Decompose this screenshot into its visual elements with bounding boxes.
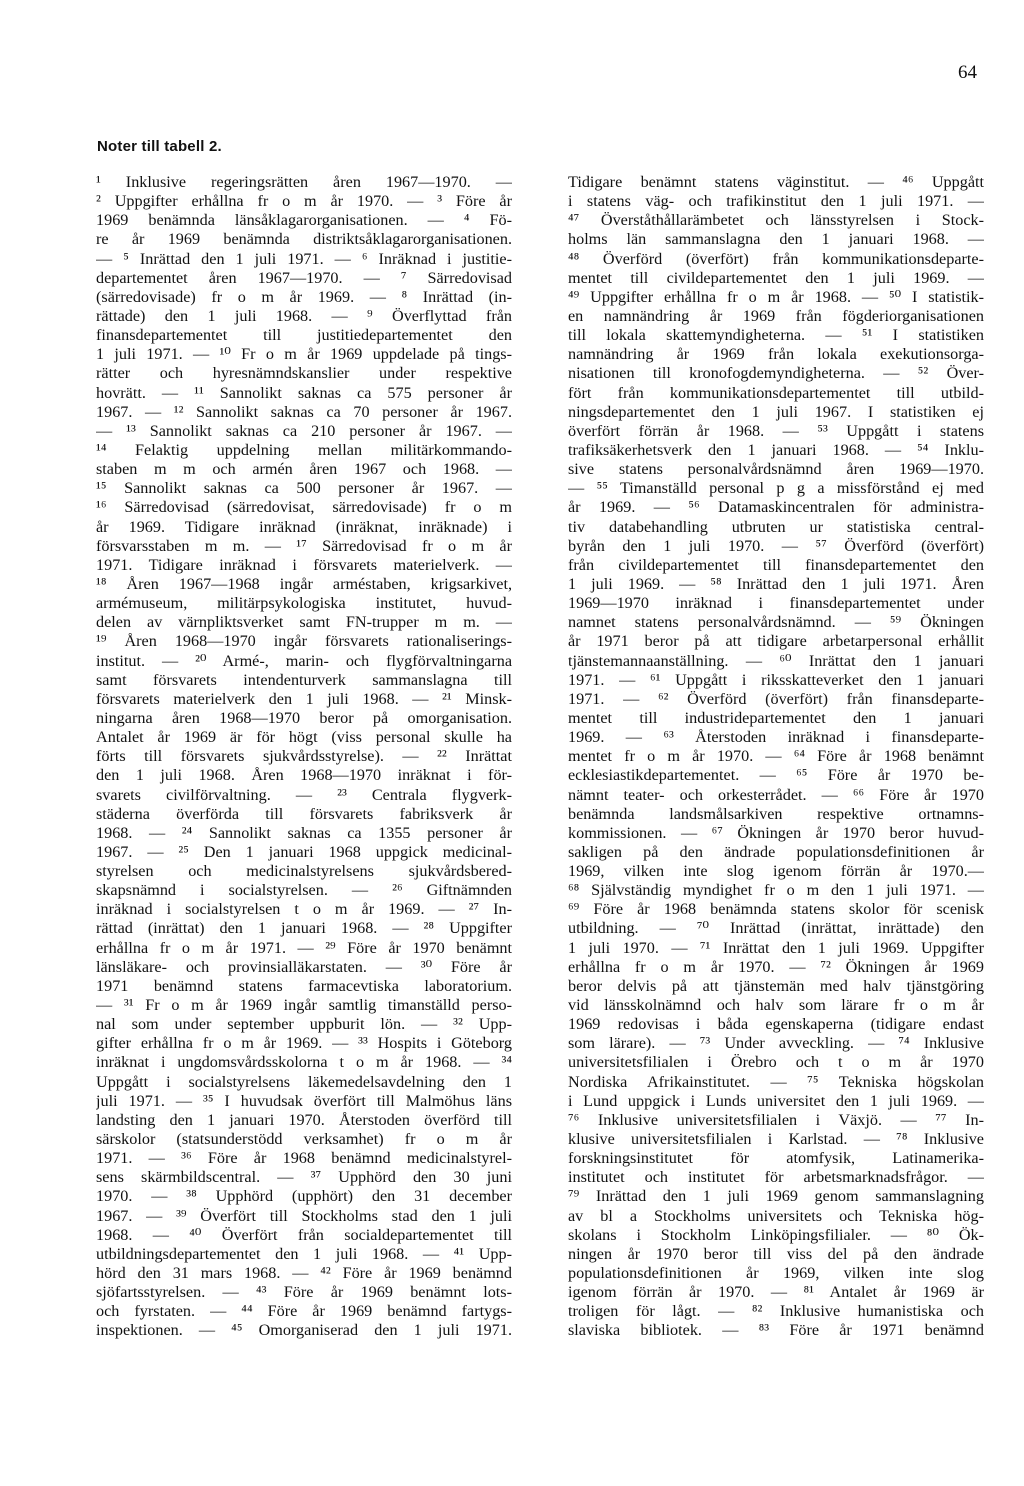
note-line: 1 juli 1971. — ¹⁰ Fr o m år 1969 uppdelade på tings- [96, 345, 512, 364]
note-line: Tidigare benämnt statens väginstitut. — ⁴⁶ Uppgått [568, 173, 984, 191]
note-line: inspektionen. — ⁴⁵ Omorganiserad den 1 juli 1971. [96, 1321, 512, 1340]
note-line: Uppgått i socialstyrelsens läkemedelsavdelning den 1 [96, 1072, 512, 1091]
note-line: samt försvarets intendenturverk sammanslagna till [96, 670, 512, 689]
note-line: rätter och hyresnämndskanslier under respektive [96, 364, 512, 383]
note-line: erhållna fr o m år 1970. — ⁷² Ökningen år 1969 [568, 957, 984, 976]
note-line: beror delvis på att tjänstemän med halv tjänstgöring [568, 976, 984, 995]
note-line: Nordiska Afrikainstitutet. — ⁷⁵ Tekniska högskolan [568, 1072, 984, 1091]
note-line: ⁴⁷ Överståthållarämbetet och länsstyrelsen i Stock- [568, 211, 984, 230]
note-line: nal som under september uppburit lön. — ³² Upp- [96, 1015, 512, 1034]
note-line: inräknad i socialstyrelsen t o m år 1969. — ²⁷ In- [96, 900, 512, 919]
note-line: styrelsen och medicinalstyrelsens sjukvårdsbered- [96, 862, 512, 881]
note-line: fört från kommunikationsdepartementet till utbild- [568, 383, 984, 402]
note-line: 1968. — ⁴⁰ Överfört från socialdepartementet till [96, 1225, 512, 1244]
note-line: gifter erhållna fr o m år 1969. — ³³ Hospits i Göteborg [96, 1034, 512, 1053]
notes-heading: Noter till tabell 2. [97, 138, 222, 155]
note-line: nämnt teater- och orkesterrådet. — ⁶⁶ Före år 1970 [568, 785, 984, 804]
note-line: skapsnämnd i socialstyrelsen. — ²⁶ Giftnämnden [96, 881, 512, 900]
page-number: 64 [958, 62, 977, 83]
note-line: armémuseum, militärpsykologiska institutet, huvud- [96, 594, 512, 613]
note-line: 1971. Tidigare inräknad i försvarets materielverk. — [96, 555, 512, 574]
note-line: rättade) den 1 juli 1968. — ⁹ Överflyttad från [96, 306, 512, 325]
note-line: 1971. — ³⁶ Före år 1968 benämnd medicinalstyrel- [96, 1149, 512, 1168]
note-line: ¹⁹ Åren 1968—1970 ingår försvarets rationaliserings- [96, 632, 512, 651]
note-line: hörd den 31 mars 1968. — ⁴² Före år 1969 benämnd [96, 1264, 512, 1283]
note-line: igenom förrän år 1970. — ⁸¹ Antalet år 1969 är [568, 1283, 984, 1302]
note-line: mentet till industridepartementet den 1 januari [568, 708, 984, 727]
note-line: länsläkare- och provinsialläkarstaten. — ³⁰ Före år [96, 957, 512, 976]
note-line: sive statens personalvårdsnämnd åren 1969—1970. [568, 460, 984, 479]
note-line: troligen för lågt. — ⁸² Inklusive humanistiska och [568, 1302, 984, 1321]
note-line: i statens väg- och trafikinstitut den 1 juli 1971. — [568, 192, 984, 211]
note-line: 1967. — ³⁹ Överfört till Stockholms stad den 1 juli [96, 1206, 512, 1225]
note-line: slaviska bibliotek. — ⁸³ Före år 1971 benämnd [568, 1321, 984, 1340]
note-line: namnändring år 1969 från lokala exekutionsorga- [568, 345, 984, 364]
note-line: universitetsfilialen i Örebro och t o m år 1970 [568, 1053, 984, 1072]
note-line: institutet och institutet för arbetsmarknadsfrågor. — [568, 1168, 984, 1187]
note-line: ⁴⁹ Uppgifter erhållna fr o m år 1968. — ⁵⁰ I statistik- [568, 287, 984, 306]
note-line: ⁴⁸ Överförd (överfört) från kommunikationsdeparte- [568, 249, 984, 268]
note-line: 1967. — ²⁵ Den 1 januari 1968 uppgick medicinal- [96, 842, 512, 861]
note-line: staben m m och armén åren 1967 och 1968. — [96, 460, 512, 479]
note-line: finansdepartementet till justitiedepartementet den [96, 326, 512, 345]
note-line: kommissionen. — ⁶⁷ Ökningen år 1970 beror huvud- [568, 823, 984, 842]
note-line: ¹⁴ Felaktig uppdelning mellan militärkommando- [96, 440, 512, 459]
note-line: mentet fr o m år 1970. — ⁶⁴ Före år 1968 benämnt [568, 747, 984, 766]
note-line: i Lund uppgick i Lunds universitet den 1 juli 1969. — [568, 1091, 984, 1110]
note-line: 1 juli 1969. — ⁵⁸ Inrättad den 1 juli 1971. Åren [568, 574, 984, 593]
note-line: departementet åren 1967—1970. — ⁷ Särredovisad [96, 268, 512, 287]
note-line: utbildning. — ⁷⁰ Inrättad (inrättat, inrättade) den [568, 919, 984, 938]
note-line: byrån den 1 juli 1970. — ⁵⁷ Överförd (överfört) [568, 536, 984, 555]
note-line: försvarets materielverk den 1 juli 1968. — ²¹ Minsk- [96, 689, 512, 708]
note-line: nisationen till kronofogdemyndigheterna. — ⁵² Över- [568, 364, 984, 383]
note-line: 1970. — ³⁸ Upphörd (upphört) den 31 december [96, 1187, 512, 1206]
note-line: — ⁵⁵ Timanställd personal p g a missförstånd ej med [568, 479, 984, 498]
note-line: städerna överförda till försvarets fabriksverk år [96, 804, 512, 823]
note-line: som lärare). — ⁷³ Under avveckling. — ⁷⁴ Inklusive [568, 1034, 984, 1053]
note-line: rättad (inrättat) den 1 januari 1968. — ²⁸ Uppgifter [96, 919, 512, 938]
note-line: till lokala skattemyndigheterna. — ⁵¹ I statistiken [568, 326, 984, 345]
note-line: 1967. — ¹² Sannolikt saknas ca 70 personer år 1967. [96, 402, 512, 421]
note-line: tjänstemannaanställning. — ⁶⁰ Inrättat den 1 januari [568, 651, 984, 670]
note-line: 1969 redovisas i båda egenskaperna (tidigare endast [568, 1015, 984, 1034]
note-line: ⁷⁶ Inklusive universitetsfilialen i Växjö. — ⁷⁷ In- [568, 1110, 984, 1129]
note-line: — ¹³ Sannolikt saknas ca 210 personer år 1967. — [96, 421, 512, 440]
note-line: år 1971 beror på att tidigare arbetarpersonal erhållit [568, 632, 984, 651]
note-line: ² Uppgifter erhållna fr o m år 1970. — ³ Före år [96, 192, 512, 211]
note-line: Antalet år 1969 är för högt (viss personal skulle ha [96, 728, 512, 747]
note-line: 1971 benämnd statens farmacevtiska laboratorium. [96, 976, 512, 995]
note-line: inräknat i ungdomsvårdsskolorna t o m år 1968. — ³⁴ [96, 1053, 512, 1072]
note-line: re år 1969 benämnda distriktsåklagarorganisationen. [96, 230, 512, 249]
note-line: från civildepartementet till finansdepartementet den [568, 555, 984, 574]
note-line: sjöfartsstyrelsen. — ⁴³ Före år 1969 benämnt lots- [96, 1283, 512, 1302]
note-line: ¹⁸ Åren 1967—1968 ingår arméstaben, krigsarkivet, [96, 574, 512, 593]
note-line: 1969. — ⁶³ Återstoden inräknad i finansdeparte- [568, 728, 984, 747]
note-line: 1968. — ²⁴ Sannolikt saknas ca 1355 personer år [96, 823, 512, 842]
note-line: 1969—1970 inräknad i finansdepartementet under [568, 594, 984, 613]
note-line: av bl a Stockholms universitets och Tekniska hög- [568, 1206, 984, 1225]
note-line: överfört förrän år 1968. — ⁵³ Uppgått i statens [568, 421, 984, 440]
note-line: förts till försvarets sjukvårdsstyrelse). — ²² Inrättat [96, 747, 512, 766]
note-line: särskolor (statsunderstödd verksamhet) fr o m år [96, 1130, 512, 1149]
note-line: en namnändring år 1969 från fögderiorganisationen [568, 306, 984, 325]
note-line: sakligen på den ändrade populationsdefinitionen år [568, 842, 984, 861]
note-line: (särredovisade) fr o m år 1969. — ⁸ Inrättad (in- [96, 287, 512, 306]
note-line: 1 juli 1970. — ⁷¹ Inrättat den 1 juli 1969. Uppgifter [568, 938, 984, 957]
note-line: 1971. — ⁶¹ Uppgått i riksskatteverket den 1 januari [568, 670, 984, 689]
note-line: den 1 juli 1968. Åren 1968—1970 inräknat i för- [96, 766, 512, 785]
note-line: skolans i Stockholm Linköpingsfilialer. — ⁸⁰ Ök- [568, 1225, 984, 1244]
notes-column-left [96, 173, 512, 1341]
note-line: försvarsstaben m m. — ¹⁷ Särredovisad fr o m år [96, 536, 512, 555]
note-line: ⁶⁹ Före år 1968 benämnda statens skolor för scenisk [568, 900, 984, 919]
note-line: — ⁵ Inrättad den 1 juli 1971. — ⁶ Inräknad i justitie- [96, 249, 512, 268]
note-line: landsting den 1 januari 1970. Återstoden överförd till [96, 1110, 512, 1129]
note-line: ningsdepartementet den 1 juli 1967. I statistiken ej [568, 402, 984, 421]
note-line: — ³¹ Fr o m år 1969 ingår samtlig timanställd perso- [96, 996, 512, 1015]
note-line: delen av värnpliktsverket samt FN-trupper m m. — [96, 613, 512, 632]
note-line: ecklesiastikdepartementet. — ⁶⁵ Före år 1970 be- [568, 766, 984, 785]
note-line: juli 1971. — ³⁵ I huvudsak överfört till Malmöhus läns [96, 1091, 512, 1110]
note-line: svarets civilförvaltning. — ²³ Centrala flygverk- [96, 785, 512, 804]
note-line: mentet till civildepartementet den 1 juli 1969. — [568, 268, 984, 287]
note-line: vid länsskolnämnd och halv som lärare fr o m år [568, 996, 984, 1015]
note-line: 1969 benämnda länsåklagarorganisationen. — ⁴ Fö- [96, 211, 512, 230]
note-line: tiv databehandling utbruten ur statistiska central- [568, 517, 984, 536]
note-line: benämnda landsmålsarkiven respektive ortnamns- [568, 804, 984, 823]
note-line: ⁶⁸ Självständig myndighet fr o m den 1 juli 1971. — [568, 881, 984, 900]
note-line: ningen år 1970 beror till viss del på den ändrade [568, 1244, 984, 1263]
note-line: hovrätt. — ¹¹ Sannolikt saknas ca 575 personer år [96, 383, 512, 402]
note-line: ¹ Inklusive regeringsrätten åren 1967—1970. — [96, 173, 512, 191]
note-line: 1971. — ⁶² Överförd (överfört) från finansdeparte- [568, 689, 984, 708]
note-line: erhållna fr o m år 1971. — ²⁹ Före år 1970 benämnt [96, 938, 512, 957]
note-line: och fyrstaten. — ⁴⁴ Före år 1969 benämnd fartygs- [96, 1302, 512, 1321]
note-line: populationsdefinitionen år 1969, vilken inte slog [568, 1264, 984, 1283]
note-line: 1969, vilken inte slog igenom förrän år 1970.— [568, 862, 984, 881]
note-line: ⁷⁹ Inrättad den 1 juli 1969 genom sammanslagning [568, 1187, 984, 1206]
note-line: institut. — ²⁰ Armé-, marin- och flygförvaltningarna [96, 651, 512, 670]
note-line: ¹⁶ Särredovisad (särredovisat, särredovisade) fr o m [96, 498, 512, 517]
note-line: utbildningsdepartementet den 1 juli 1968. — ⁴¹ Upp- [96, 1244, 512, 1263]
note-line: år 1969. — ⁵⁶ Datamaskincentralen för administra- [568, 498, 984, 517]
note-line: ningarna åren 1968—1970 beror på omorganisation. [96, 708, 512, 727]
note-line: sens skärmbildscentral. — ³⁷ Upphörd den 30 juni [96, 1168, 512, 1187]
note-line: namnet statens personalvårdsnämnd. — ⁵⁹ Ökningen [568, 613, 984, 632]
note-line: holms län sammanslagna den 1 januari 1968. — [568, 230, 984, 249]
note-line: ¹⁵ Sannolikt saknas ca 500 personer år 1967. — [96, 479, 512, 498]
note-line: år 1969. Tidigare inräknad (inräknat, inräknade) i [96, 517, 512, 536]
note-line: forskningsinstitutet för atomfysik, Latinamerika- [568, 1149, 984, 1168]
notes-column-right [568, 173, 984, 1341]
note-line: klusive universitetsfilialen i Karlstad. — ⁷⁸ Inklusive [568, 1130, 984, 1149]
note-line: trafiksäkerhetsverk den 1 januari 1968. — ⁵⁴ Inklu- [568, 440, 984, 459]
